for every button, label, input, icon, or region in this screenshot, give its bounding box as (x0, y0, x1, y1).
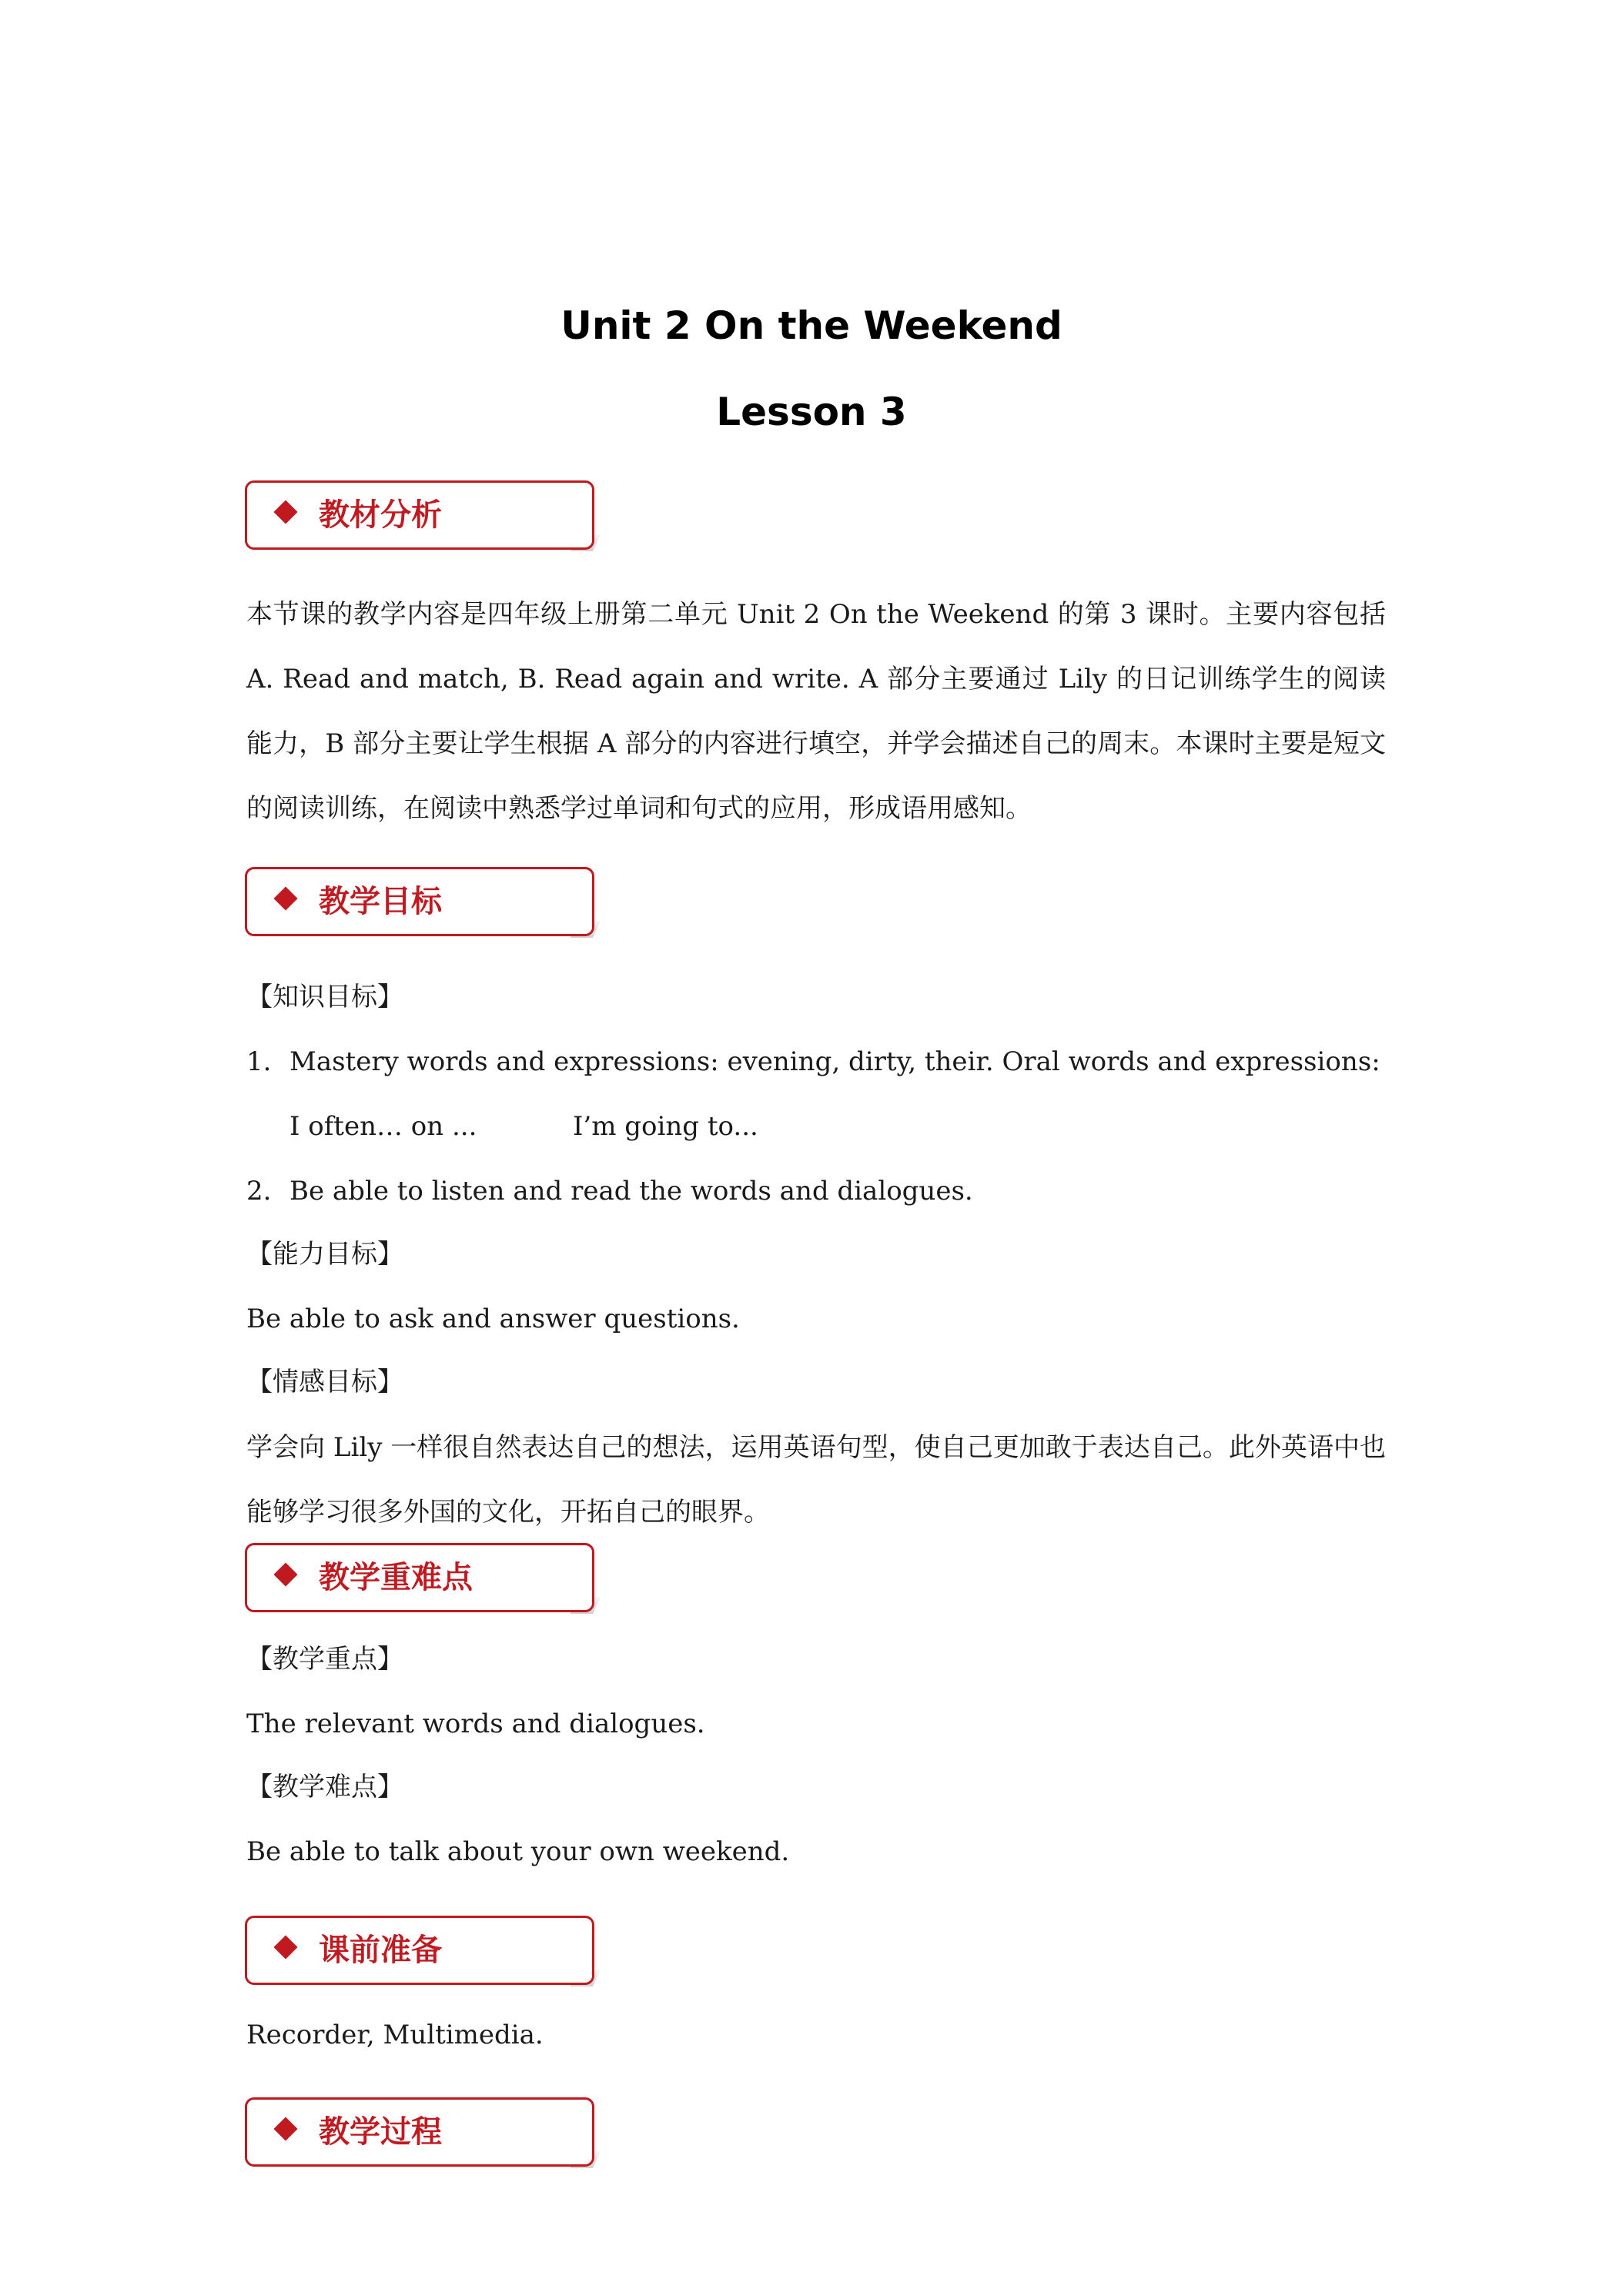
emotion-goal-text: 学会向 Lily 一样很自然表达自己的想法，运用英语句型，使自己更加敢于表达自己。此外英语中也能够学习很多外国的文化，开拓自己的眼界。 (246, 1432, 1386, 1528)
list-number: 2. (246, 1176, 272, 1207)
expression-a: I often… on ... (289, 1111, 477, 1142)
section-header-preparation (245, 1916, 601, 1990)
section-label: 教学目标 (319, 884, 442, 919)
knowledge-goal-item-2 (246, 1176, 973, 1207)
section-header-analysis (245, 480, 601, 554)
difficult-point-text: Be able to talk about your own weekend. (246, 1836, 790, 1867)
key-point-heading: 【教学重点】 (246, 1644, 403, 1675)
section-header-process (245, 2097, 601, 2171)
knowledge-goal-heading: 【知识目标】 (246, 982, 403, 1012)
preparation-text: Recorder, Multimedia. (246, 2020, 544, 2050)
ability-goal-text: Be able to ask and answer questions. (246, 1304, 740, 1334)
section-header-keypoints (245, 1543, 601, 1617)
ability-goal-heading: 【能力目标】 (246, 1239, 403, 1270)
difficult-point-heading: 【教学难点】 (246, 1772, 403, 1802)
section-label: 教材分析 (319, 497, 442, 533)
list-text: Mastery words and expressions: evening, dirty, their. Oral words and expressions: (289, 1046, 1380, 1077)
key-point-text: The relevant words and dialogues. (246, 1709, 705, 1739)
section-header-goals (245, 867, 601, 941)
knowledge-goal-item-1 (246, 1046, 1380, 1077)
section-label: 教学过程 (319, 2114, 442, 2150)
section-label: 课前准备 (319, 1933, 442, 1968)
list-number: 1. (246, 1046, 272, 1077)
document-subtitle: Lesson 3 (716, 390, 907, 434)
document-title: Unit 2 On the Weekend (561, 303, 1062, 348)
expression-b: I’m going to... (573, 1111, 758, 1142)
analysis-paragraph: 本节课的教学内容是四年级上册第二单元 Unit 2 On the Weekend 的第 3 课时。主要内容包括 A. Read and match, B. Read again and write. A 部分主要通过 Lily 的日记训练学生的阅读能力，B 部分主要让学生根据 A 部分的内容进行填空，并学会描述自己的周末。本课时主要是短文的阅读训练，在阅读中熟悉学过单词和句式的应用，形成语用感知。 (246, 599, 1386, 824)
emotion-goal-heading: 【情感目标】 (246, 1367, 403, 1397)
list-text: Be able to listen and read the words and dialogues. (289, 1176, 973, 1207)
section-label: 教学重难点 (319, 1560, 473, 1595)
